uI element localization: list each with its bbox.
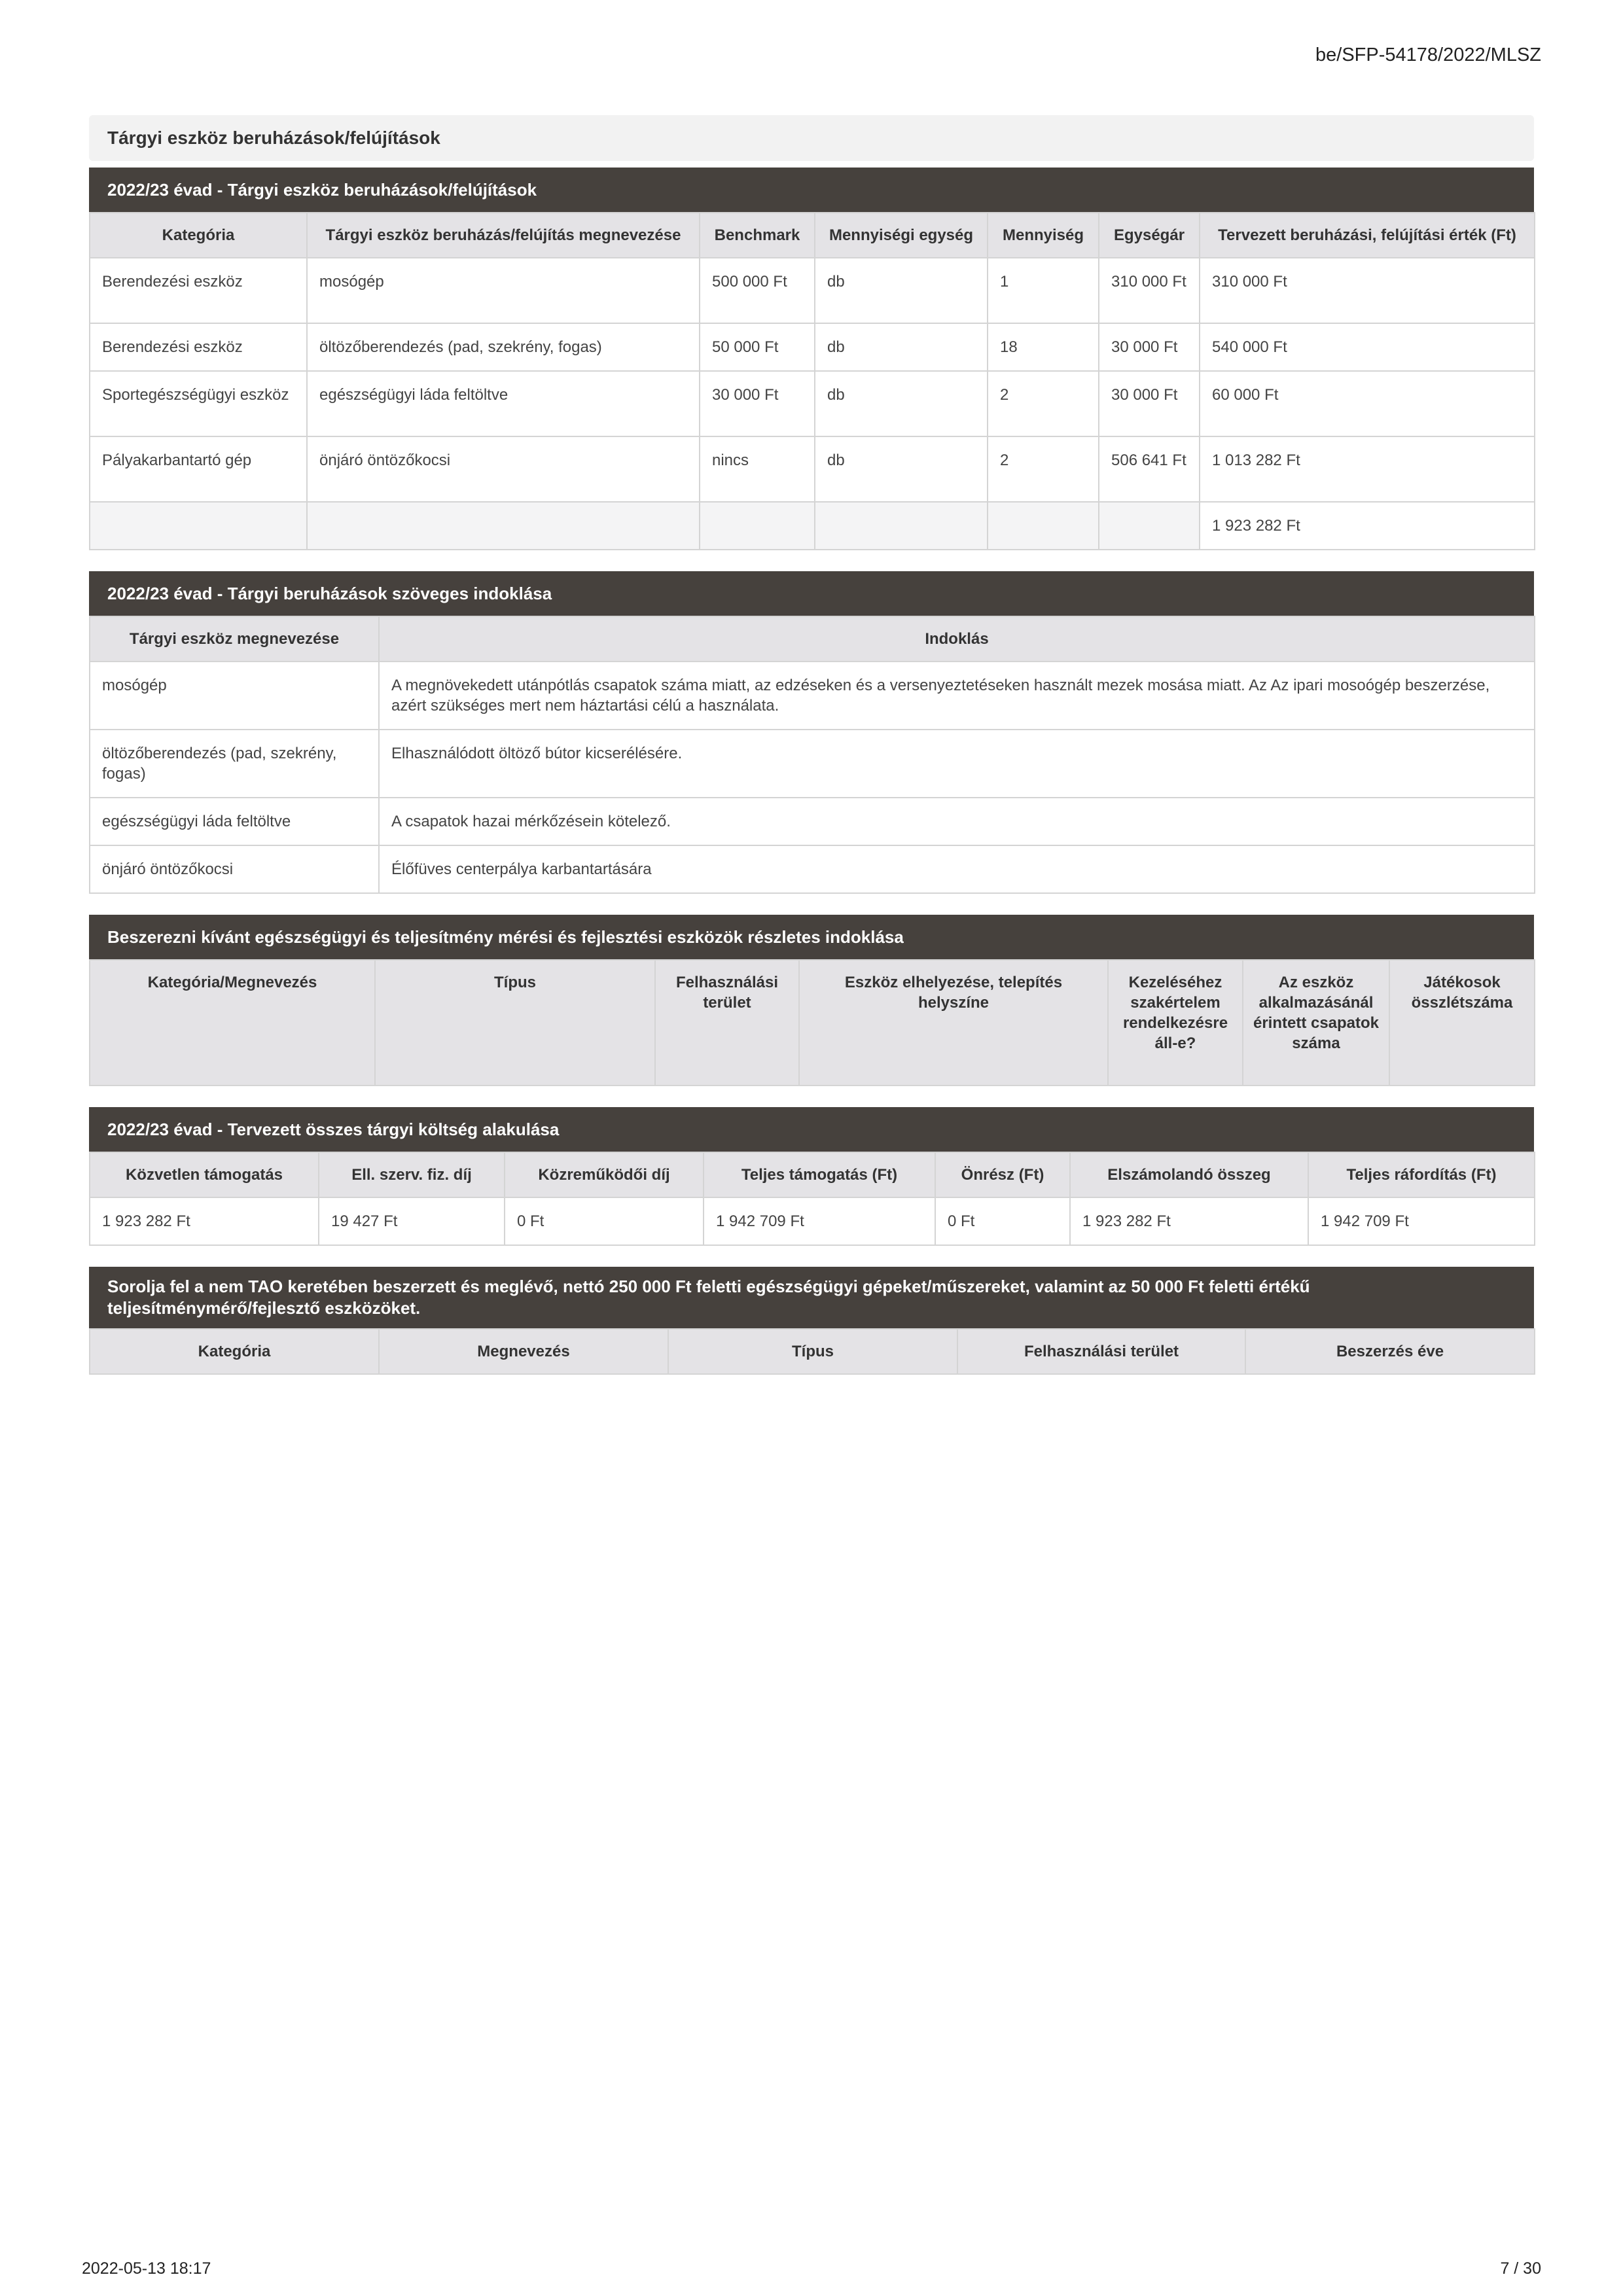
table-cell: Elhasználódott öltöző bútor kicserélésére.	[379, 730, 1535, 798]
table-cell: önjáró öntözőkocsi	[90, 845, 379, 893]
table-cell: Élőfüves centerpálya karbantartására	[379, 845, 1535, 893]
table-cell: 1 013 282 Ft	[1200, 436, 1535, 502]
table-cell: 2	[988, 436, 1099, 502]
table-cell: 500 000 Ft	[700, 258, 815, 323]
table-cell: db	[815, 436, 988, 502]
table-row	[90, 845, 1535, 893]
table-cell: mosógép	[307, 258, 700, 323]
total-row	[90, 502, 1535, 550]
table-cell	[307, 502, 700, 550]
table-cell: 1	[988, 258, 1099, 323]
table-cell: önjáró öntözőkocsi	[307, 436, 700, 502]
table-cell: 2	[988, 371, 1099, 436]
table-cell: 19 427 Ft	[319, 1197, 505, 1245]
table-cell: 30 000 Ft	[1099, 371, 1200, 436]
column-header: Közreműködői díj	[505, 1152, 704, 1197]
column-header: Teljes támogatás (Ft)	[704, 1152, 935, 1197]
table-cell	[1099, 502, 1200, 550]
section-title: Tárgyi eszköz beruházások/felújítások	[89, 115, 1534, 161]
table-cell: mosógép	[90, 662, 379, 730]
table-cell: öltözőberendezés (pad, szekrény, fogas)	[90, 730, 379, 798]
table-cell	[815, 502, 988, 550]
footer-timestamp: 2022-05-13 18:17	[82, 2259, 211, 2278]
column-header: Kategória/Megnevezés	[90, 960, 375, 1086]
column-header: Önrész (Ft)	[935, 1152, 1070, 1197]
table-cell: egészségügyi láda feltöltve	[307, 371, 700, 436]
table-row	[90, 798, 1535, 845]
table-header-row	[90, 213, 1535, 258]
table-row	[90, 1197, 1535, 1245]
table-cell: 1 923 282 Ft	[90, 1197, 319, 1245]
investments-block	[89, 168, 1534, 550]
column-header: Tervezett beruházási, felújítási érték (Ft)	[1200, 213, 1535, 258]
table-cell	[90, 502, 307, 550]
non-tao-table	[89, 1328, 1535, 1375]
table-cell: 1 942 709 Ft	[1308, 1197, 1535, 1245]
column-header: Közvetlen támogatás	[90, 1152, 319, 1197]
table-cell: 60 000 Ft	[1200, 371, 1535, 436]
total-costs-block	[89, 1107, 1534, 1246]
health-equipment-table	[89, 959, 1535, 1086]
table-cell: A csapatok hazai mérkőzésein kötelező.	[379, 798, 1535, 845]
investments-table	[89, 212, 1535, 550]
column-header: Kategória	[90, 1329, 379, 1374]
column-header: Típus	[375, 960, 655, 1086]
table-header-row	[90, 1329, 1535, 1374]
table-cell: 310 000 Ft	[1200, 258, 1535, 323]
table-row	[90, 730, 1535, 798]
table-cell: 30 000 Ft	[1099, 323, 1200, 371]
table-cell: Berendezési eszköz	[90, 323, 307, 371]
column-header: Kezeléséhez szakértelem rendelkezésre áll-e?	[1108, 960, 1243, 1086]
table-cell: 30 000 Ft	[700, 371, 815, 436]
total-value: 1 923 282 Ft	[1200, 502, 1535, 550]
column-header: Felhasználási terület	[957, 1329, 1245, 1374]
column-header: Tárgyi eszköz megnevezése	[90, 616, 379, 662]
column-header: Egységár	[1099, 213, 1200, 258]
column-header: Játékosok összlétszáma	[1389, 960, 1535, 1086]
column-header: Tárgyi eszköz beruházás/felújítás megnevezése	[307, 213, 700, 258]
column-header: Eszköz elhelyezése, telepítés helyszíne	[799, 960, 1108, 1086]
justification-title: 2022/23 évad - Tárgyi beruházások szöveges indoklása	[89, 571, 1534, 616]
table-row	[90, 436, 1535, 502]
table-header-row	[90, 1152, 1535, 1197]
table-cell: db	[815, 258, 988, 323]
table-header-row	[90, 616, 1535, 662]
table-cell: 0 Ft	[505, 1197, 704, 1245]
table-row	[90, 323, 1535, 371]
column-header: Felhasználási terület	[655, 960, 799, 1086]
total-costs-title: 2022/23 évad - Tervezett összes tárgyi költség alakulása	[89, 1107, 1534, 1152]
table-cell: egészségügyi láda feltöltve	[90, 798, 379, 845]
column-header: Kategória	[90, 213, 307, 258]
table-cell: Sportegészségügyi eszköz	[90, 371, 307, 436]
table-cell: öltözőberendezés (pad, szekrény, fogas)	[307, 323, 700, 371]
table-cell: db	[815, 371, 988, 436]
table-row	[90, 371, 1535, 436]
table-header-row	[90, 960, 1535, 1086]
column-header: Benchmark	[700, 213, 815, 258]
column-header: Ell. szerv. fiz. díj	[319, 1152, 505, 1197]
column-header: Beszerzés éve	[1245, 1329, 1535, 1374]
column-header: Elszámolandó összeg	[1070, 1152, 1308, 1197]
page-number: 7 / 30	[1500, 2259, 1541, 2278]
column-header: Indoklás	[379, 616, 1535, 662]
column-header: Megnevezés	[379, 1329, 668, 1374]
justification-block	[89, 571, 1534, 894]
column-header: Mennyiség	[988, 213, 1099, 258]
column-header: Teljes ráfordítás (Ft)	[1308, 1152, 1535, 1197]
table-cell: 540 000 Ft	[1200, 323, 1535, 371]
main-content	[89, 115, 1534, 1375]
table-cell: 310 000 Ft	[1099, 258, 1200, 323]
table-cell: 1 923 282 Ft	[1070, 1197, 1308, 1245]
table-cell	[988, 502, 1099, 550]
total-costs-table	[89, 1152, 1535, 1246]
column-header: Az eszköz alkalmazásánál érintett csapatok száma	[1243, 960, 1389, 1086]
investments-title: 2022/23 évad - Tárgyi eszköz beruházások/felújítások	[89, 168, 1534, 212]
table-cell: Berendezési eszköz	[90, 258, 307, 323]
table-cell: 0 Ft	[935, 1197, 1070, 1245]
table-cell: 50 000 Ft	[700, 323, 815, 371]
table-cell: nincs	[700, 436, 815, 502]
justification-table	[89, 616, 1535, 894]
table-cell: 18	[988, 323, 1099, 371]
table-cell: Pályakarbantartó gép	[90, 436, 307, 502]
table-cell: A megnövekedett utánpótlás csapatok száma miatt, az edzéseken és a versenyeztetéseken használt mezek mosása miatt. Az Az ipari mosoógép beszerzése, azért szükséges mert nem háztartási célú a használata.	[379, 662, 1535, 730]
non-tao-block	[89, 1267, 1534, 1375]
table-row	[90, 662, 1535, 730]
table-cell: db	[815, 323, 988, 371]
health-equipment-title: Beszerezni kívánt egészségügyi és teljesítmény mérési és fejlesztési eszközök részletes indoklása	[89, 915, 1534, 959]
table-cell: 506 641 Ft	[1099, 436, 1200, 502]
table-cell: 1 942 709 Ft	[704, 1197, 935, 1245]
non-tao-title: Sorolja fel a nem TAO keretében beszerzett és meglévő, nettó 250 000 Ft feletti egészségügyi gépeket/műszereket, valamint az 50 000 Ft feletti értékű teljesítménymérő/fejlesztő eszközöket.	[89, 1267, 1534, 1328]
column-header: Típus	[668, 1329, 957, 1374]
document-id: be/SFP-54178/2022/MLSZ	[1315, 44, 1541, 65]
health-equipment-block	[89, 915, 1534, 1086]
table-row	[90, 258, 1535, 323]
column-header: Mennyiségi egység	[815, 213, 988, 258]
table-cell	[700, 502, 815, 550]
